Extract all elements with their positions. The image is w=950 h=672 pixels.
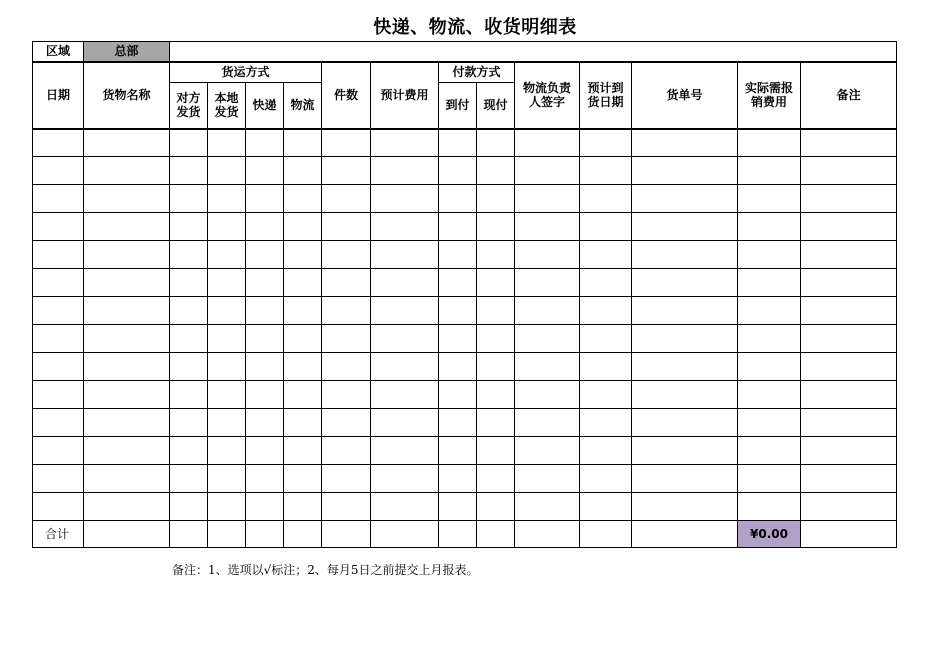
table-cell[interactable] xyxy=(477,437,515,465)
table-cell[interactable] xyxy=(246,409,284,437)
table-cell[interactable] xyxy=(84,157,170,185)
table-cell[interactable] xyxy=(170,437,208,465)
table-cell[interactable] xyxy=(208,157,246,185)
table-cell[interactable] xyxy=(322,493,371,521)
table-cell[interactable] xyxy=(801,437,897,465)
table-cell[interactable] xyxy=(33,129,84,157)
table-cell[interactable] xyxy=(170,381,208,409)
table-cell[interactable] xyxy=(170,129,208,157)
table-cell[interactable] xyxy=(284,157,322,185)
table-cell[interactable] xyxy=(738,129,801,157)
table-cell[interactable] xyxy=(439,437,477,465)
table-cell[interactable] xyxy=(477,409,515,437)
header-actual-cost-line2: 销费用 xyxy=(750,95,787,109)
total-cell[interactable] xyxy=(170,521,208,548)
table-cell[interactable] xyxy=(322,353,371,381)
total-cell[interactable] xyxy=(371,521,439,548)
table-cell[interactable] xyxy=(515,213,580,241)
table-cell[interactable] xyxy=(33,157,84,185)
table-cell[interactable] xyxy=(84,437,170,465)
table-row xyxy=(33,353,897,381)
table-cell[interactable] xyxy=(246,213,284,241)
table-cell[interactable] xyxy=(515,241,580,269)
table-cell[interactable] xyxy=(738,409,801,437)
table-cell[interactable] xyxy=(738,213,801,241)
table-cell[interactable] xyxy=(801,353,897,381)
table-cell[interactable] xyxy=(208,241,246,269)
table-cell[interactable] xyxy=(515,465,580,493)
table-cell[interactable] xyxy=(477,129,515,157)
header-ship-logistics: 物流 xyxy=(284,83,322,129)
table-cell[interactable] xyxy=(801,213,897,241)
table-cell[interactable] xyxy=(284,437,322,465)
table-cell[interactable] xyxy=(322,465,371,493)
table-cell[interactable] xyxy=(371,325,439,353)
total-cell[interactable] xyxy=(284,521,322,548)
header-ship-local-line2: 发货 xyxy=(214,105,239,120)
table-cell[interactable] xyxy=(738,269,801,297)
table-cell[interactable] xyxy=(208,437,246,465)
data-rows xyxy=(33,129,897,521)
table-cell[interactable] xyxy=(439,185,477,213)
table-cell[interactable] xyxy=(208,409,246,437)
table-cell[interactable] xyxy=(33,493,84,521)
table-row xyxy=(33,325,897,353)
header-pieces: 件数 xyxy=(322,62,371,129)
table-cell[interactable] xyxy=(284,213,322,241)
table-cell[interactable] xyxy=(439,493,477,521)
table-cell[interactable] xyxy=(246,381,284,409)
table-cell[interactable] xyxy=(580,353,632,381)
header-ship-opposite-line2: 发货 xyxy=(176,105,201,120)
table-cell[interactable] xyxy=(580,297,632,325)
table-cell[interactable] xyxy=(738,297,801,325)
table-cell[interactable] xyxy=(322,437,371,465)
header-ship-express: 快递 xyxy=(246,83,284,129)
table-cell[interactable] xyxy=(580,325,632,353)
table-cell[interactable] xyxy=(33,269,84,297)
table-cell[interactable] xyxy=(170,353,208,381)
table-cell[interactable] xyxy=(33,241,84,269)
header-signer-line2: 人签字 xyxy=(528,95,565,109)
header-date: 日期 xyxy=(33,62,84,129)
total-cell[interactable] xyxy=(439,521,477,548)
table-cell[interactable] xyxy=(371,437,439,465)
table-cell[interactable] xyxy=(322,241,371,269)
table-cell[interactable] xyxy=(477,241,515,269)
table-cell[interactable] xyxy=(84,297,170,325)
table-cell[interactable] xyxy=(477,297,515,325)
total-actual-cost[interactable]: ¥0.00 xyxy=(738,521,801,548)
logistics-table xyxy=(32,41,897,548)
table-cell[interactable] xyxy=(322,409,371,437)
table-cell[interactable] xyxy=(170,325,208,353)
header-ship-method: 货运方式 xyxy=(170,62,322,83)
header-remarks: 备注 xyxy=(801,62,897,129)
total-cell[interactable] xyxy=(580,521,632,548)
table-cell[interactable] xyxy=(515,297,580,325)
table-cell[interactable] xyxy=(439,465,477,493)
region-blank[interactable] xyxy=(170,42,897,62)
table-cell[interactable] xyxy=(738,353,801,381)
table-cell[interactable] xyxy=(632,269,738,297)
table-cell[interactable] xyxy=(84,185,170,213)
table-cell[interactable] xyxy=(580,381,632,409)
header-eta-line1: 预计到 xyxy=(587,81,624,95)
table-row xyxy=(33,493,897,521)
table-cell[interactable] xyxy=(738,241,801,269)
header-pay-cod: 到付 xyxy=(439,83,477,129)
table-cell[interactable] xyxy=(371,185,439,213)
table-cell[interactable] xyxy=(632,409,738,437)
table-cell[interactable] xyxy=(632,213,738,241)
table-cell[interactable] xyxy=(632,353,738,381)
table-cell[interactable] xyxy=(515,269,580,297)
table-cell[interactable] xyxy=(801,325,897,353)
table-cell[interactable] xyxy=(439,241,477,269)
table-cell[interactable] xyxy=(477,269,515,297)
table-cell[interactable] xyxy=(84,381,170,409)
table-cell[interactable] xyxy=(439,297,477,325)
table-cell[interactable] xyxy=(246,493,284,521)
table-cell[interactable] xyxy=(738,465,801,493)
table-cell[interactable] xyxy=(284,465,322,493)
table-cell[interactable] xyxy=(801,241,897,269)
table-cell[interactable] xyxy=(84,269,170,297)
table-cell[interactable] xyxy=(632,297,738,325)
table-cell[interactable] xyxy=(284,409,322,437)
table-cell[interactable] xyxy=(33,353,84,381)
table-cell[interactable] xyxy=(371,241,439,269)
table-cell[interactable] xyxy=(580,129,632,157)
table-cell[interactable] xyxy=(371,493,439,521)
table-cell[interactable] xyxy=(515,325,580,353)
table-cell[interactable] xyxy=(246,437,284,465)
table-cell[interactable] xyxy=(170,297,208,325)
header-signer-line1: 物流负责 xyxy=(522,81,571,95)
table-row xyxy=(33,213,897,241)
total-cell[interactable] xyxy=(208,521,246,548)
table-cell[interactable] xyxy=(477,325,515,353)
table-cell[interactable] xyxy=(801,465,897,493)
table-cell[interactable] xyxy=(208,465,246,493)
table-cell[interactable] xyxy=(515,129,580,157)
table-cell[interactable] xyxy=(439,325,477,353)
table-cell[interactable] xyxy=(170,213,208,241)
table-cell[interactable] xyxy=(439,129,477,157)
table-cell[interactable] xyxy=(580,269,632,297)
table-cell[interactable] xyxy=(208,213,246,241)
table-cell[interactable] xyxy=(371,409,439,437)
table-cell[interactable] xyxy=(371,465,439,493)
total-label: 合计 xyxy=(33,521,84,548)
total-cell[interactable] xyxy=(477,521,515,548)
table-cell[interactable] xyxy=(580,437,632,465)
table-cell[interactable] xyxy=(580,213,632,241)
table-cell[interactable] xyxy=(322,325,371,353)
table-cell[interactable] xyxy=(738,185,801,213)
total-cell[interactable] xyxy=(84,521,170,548)
header-ship-local xyxy=(208,83,246,129)
table-cell[interactable] xyxy=(33,213,84,241)
table-cell[interactable] xyxy=(515,381,580,409)
table-cell[interactable] xyxy=(580,465,632,493)
table-cell[interactable] xyxy=(246,129,284,157)
header-est-cost: 预计费用 xyxy=(371,62,439,129)
table-cell[interactable] xyxy=(477,465,515,493)
table-cell[interactable] xyxy=(170,185,208,213)
header-ship-opposite xyxy=(170,83,208,129)
table-cell[interactable] xyxy=(246,297,284,325)
table-cell[interactable] xyxy=(801,493,897,521)
table-cell[interactable] xyxy=(284,185,322,213)
table-cell[interactable] xyxy=(170,157,208,185)
table-cell[interactable] xyxy=(632,129,738,157)
table-cell[interactable] xyxy=(170,241,208,269)
table-cell[interactable] xyxy=(208,129,246,157)
table-cell[interactable] xyxy=(371,381,439,409)
table-row xyxy=(33,465,897,493)
table-cell[interactable] xyxy=(371,269,439,297)
table-cell[interactable] xyxy=(439,213,477,241)
table-cell[interactable] xyxy=(801,381,897,409)
table-cell[interactable] xyxy=(371,213,439,241)
table-cell[interactable] xyxy=(632,157,738,185)
table-cell[interactable] xyxy=(284,325,322,353)
table-cell[interactable] xyxy=(208,353,246,381)
total-row xyxy=(33,521,897,548)
table-cell[interactable] xyxy=(246,185,284,213)
total-cell[interactable] xyxy=(322,521,371,548)
table-cell[interactable] xyxy=(33,381,84,409)
table-cell[interactable] xyxy=(801,269,897,297)
table-row xyxy=(33,157,897,185)
header-eta-line2: 货日期 xyxy=(587,95,624,109)
table-cell[interactable] xyxy=(33,437,84,465)
table-cell[interactable] xyxy=(580,157,632,185)
table-cell[interactable] xyxy=(477,353,515,381)
table-cell[interactable] xyxy=(515,353,580,381)
table-cell[interactable] xyxy=(84,325,170,353)
table-cell[interactable] xyxy=(208,297,246,325)
table-cell[interactable] xyxy=(246,465,284,493)
table-row xyxy=(33,241,897,269)
table-cell[interactable] xyxy=(477,381,515,409)
table-cell[interactable] xyxy=(515,409,580,437)
header-pay-now: 现付 xyxy=(477,83,515,129)
table-cell[interactable] xyxy=(515,437,580,465)
table-cell[interactable] xyxy=(515,185,580,213)
table-cell[interactable] xyxy=(33,409,84,437)
table-row xyxy=(33,437,897,465)
table-cell[interactable] xyxy=(738,325,801,353)
header-signer xyxy=(515,62,580,129)
table-cell[interactable] xyxy=(84,465,170,493)
table-cell[interactable] xyxy=(580,185,632,213)
table-cell[interactable] xyxy=(632,241,738,269)
table-cell[interactable] xyxy=(439,381,477,409)
table-cell[interactable] xyxy=(33,465,84,493)
table-cell[interactable] xyxy=(208,325,246,353)
table-row xyxy=(33,185,897,213)
table-cell[interactable] xyxy=(515,493,580,521)
table-cell[interactable] xyxy=(33,297,84,325)
header-ship-local-line1: 本地 xyxy=(214,91,239,106)
header-ship-opposite-line1: 对方 xyxy=(176,91,201,106)
table-cell[interactable] xyxy=(632,437,738,465)
table-cell[interactable] xyxy=(801,129,897,157)
table-cell[interactable] xyxy=(284,381,322,409)
table-cell[interactable] xyxy=(246,269,284,297)
table-cell[interactable] xyxy=(580,241,632,269)
table-cell[interactable] xyxy=(84,353,170,381)
table-cell[interactable] xyxy=(170,493,208,521)
table-cell[interactable] xyxy=(246,353,284,381)
table-cell[interactable] xyxy=(246,325,284,353)
table-cell[interactable] xyxy=(84,129,170,157)
header-goods-name: 货物名称 xyxy=(84,62,170,129)
table-cell[interactable] xyxy=(801,409,897,437)
table-cell[interactable] xyxy=(84,409,170,437)
table-cell[interactable] xyxy=(322,381,371,409)
footnote: 备注：1、选项以√标注；2、每月5日之前提交上月报表。 xyxy=(172,563,479,577)
table-cell[interactable] xyxy=(439,409,477,437)
table-cell[interactable] xyxy=(322,185,371,213)
table-cell[interactable] xyxy=(322,297,371,325)
table-cell[interactable] xyxy=(477,213,515,241)
header-pay-method: 付款方式 xyxy=(439,62,515,83)
table-cell[interactable] xyxy=(632,465,738,493)
header-actual-cost-line1: 实际需报 xyxy=(744,81,793,95)
table-cell[interactable] xyxy=(170,465,208,493)
table-cell[interactable] xyxy=(801,157,897,185)
table-cell[interactable] xyxy=(738,493,801,521)
table-cell[interactable] xyxy=(84,241,170,269)
table-cell[interactable] xyxy=(477,185,515,213)
table-cell[interactable] xyxy=(284,353,322,381)
table-cell[interactable] xyxy=(246,241,284,269)
table-cell[interactable] xyxy=(632,381,738,409)
table-cell[interactable] xyxy=(738,381,801,409)
table-cell[interactable] xyxy=(371,157,439,185)
table-cell[interactable] xyxy=(322,157,371,185)
table-cell[interactable] xyxy=(33,185,84,213)
table-cell[interactable] xyxy=(439,157,477,185)
table-row xyxy=(33,297,897,325)
table-cell[interactable] xyxy=(322,269,371,297)
table-cell[interactable] xyxy=(322,213,371,241)
table-cell[interactable] xyxy=(208,381,246,409)
table-cell[interactable] xyxy=(801,297,897,325)
table-cell[interactable] xyxy=(371,297,439,325)
table-cell[interactable] xyxy=(371,129,439,157)
table-cell[interactable] xyxy=(284,129,322,157)
header-actual-cost xyxy=(738,62,801,129)
table-cell[interactable] xyxy=(84,493,170,521)
table-cell[interactable] xyxy=(284,297,322,325)
total-cell[interactable] xyxy=(246,521,284,548)
table-cell[interactable] xyxy=(477,493,515,521)
table-row xyxy=(33,129,897,157)
table-cell[interactable] xyxy=(322,129,371,157)
table-cell[interactable] xyxy=(580,409,632,437)
total-cell[interactable] xyxy=(632,521,738,548)
table-cell[interactable] xyxy=(170,269,208,297)
region-value[interactable]: 总部 xyxy=(84,42,170,62)
table-cell[interactable] xyxy=(632,185,738,213)
table-cell[interactable] xyxy=(371,353,439,381)
table-cell[interactable] xyxy=(33,325,84,353)
table-cell[interactable] xyxy=(84,213,170,241)
table-cell[interactable] xyxy=(284,493,322,521)
table-row xyxy=(33,269,897,297)
table-row xyxy=(33,409,897,437)
header-tracking-no: 货单号 xyxy=(632,62,738,129)
table-cell[interactable] xyxy=(439,353,477,381)
header-eta xyxy=(580,62,632,129)
table-cell[interactable] xyxy=(246,157,284,185)
table-cell[interactable] xyxy=(439,269,477,297)
table-cell[interactable] xyxy=(477,157,515,185)
table-cell[interactable] xyxy=(632,493,738,521)
table-cell[interactable] xyxy=(738,437,801,465)
sheet-title: 快递、物流、收货明细表 xyxy=(373,17,577,38)
region-label: 区域 xyxy=(33,42,84,62)
total-cell[interactable] xyxy=(515,521,580,548)
table-cell[interactable] xyxy=(208,269,246,297)
table-cell[interactable] xyxy=(208,185,246,213)
total-cell[interactable] xyxy=(801,521,897,548)
table-cell[interactable] xyxy=(284,241,322,269)
table-cell[interactable] xyxy=(515,157,580,185)
table-cell[interactable] xyxy=(632,325,738,353)
table-cell[interactable] xyxy=(208,493,246,521)
table-cell[interactable] xyxy=(170,409,208,437)
table-cell[interactable] xyxy=(801,185,897,213)
table-cell[interactable] xyxy=(580,493,632,521)
table-row xyxy=(33,381,897,409)
table-cell[interactable] xyxy=(738,157,801,185)
table-cell[interactable] xyxy=(284,269,322,297)
